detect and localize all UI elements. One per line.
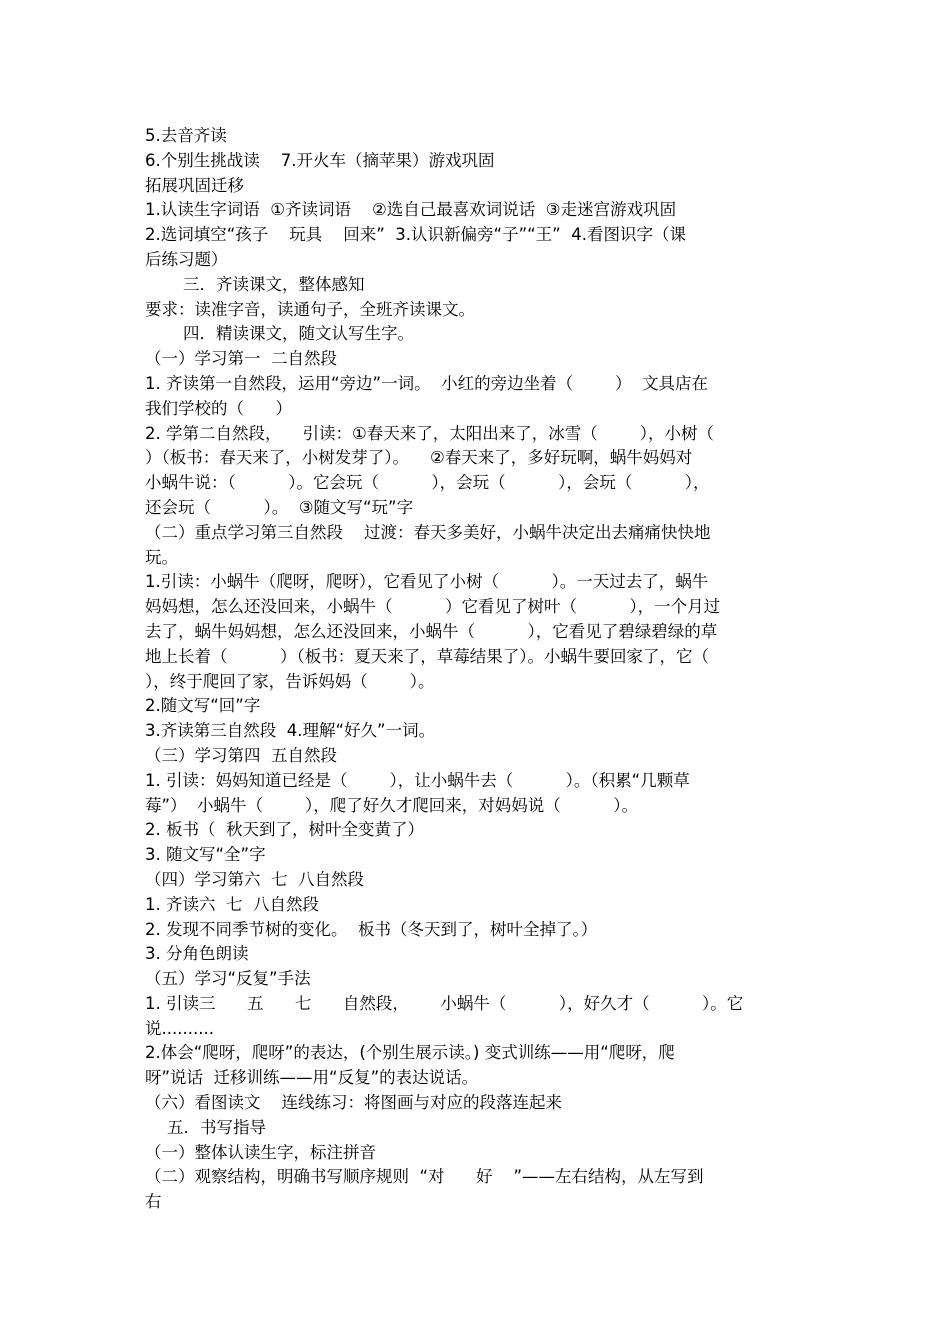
text-line: ），终于爬回了家，告诉妈妈（ ）。 bbox=[145, 671, 435, 691]
text-line: 地上长着（ ）（板书：夏天来了，草莓结果了）。小蜗牛要回家了，它（ bbox=[145, 646, 709, 666]
text-line: 1. 齐读第一自然段，运用“旁边”一词。 小红的旁边坐着（ ） 文具店在 bbox=[145, 373, 709, 393]
text-line: 1. 引读：妈妈知道已经是（ ），让小蜗牛去（ ）。（积累“几颗草 bbox=[145, 770, 690, 790]
text-line: 去了，蜗牛妈妈想，怎么还没回来，小蜗牛（ ），它看见了碧绿碧绿的草 bbox=[145, 621, 718, 641]
text-line: 要求：读准字音，读通句子，全班齐读课文。 bbox=[145, 299, 475, 319]
text-line: 妈妈想，怎么还没回来，小蜗牛（ ）它看见了树叶（ ），一个月过 bbox=[145, 597, 721, 617]
subsection-heading: （四）学习第六 七 八自然段 bbox=[145, 869, 364, 889]
text-line: 1.认读生字词语 ①齐读词语 ②选自己最喜欢词说话 ③走迷宫游戏巩固 bbox=[145, 200, 677, 220]
text-line: 3. 分角色朗读 bbox=[145, 944, 249, 964]
text-line: 2. 发现不同季节树的变化。 板书（冬天到了，树叶全掉了。） bbox=[145, 919, 598, 939]
subsection-heading: （二）观察结构，明确书写顺序规则 “对 好 ”——左右结构，从左写到 bbox=[145, 1167, 704, 1187]
text-line: 1. 引读三 五 七 自然段， 小蜗牛（ ），好久才（ ）。它 bbox=[145, 993, 744, 1013]
text-line: 2. 学第二自然段， 引读：①春天来了，太阳出来了，冰雪（ ），小树（ bbox=[145, 423, 714, 443]
text-line: 5.去音齐读 bbox=[145, 126, 227, 145]
section-heading: 四．精读课文，随文认写生字。 bbox=[183, 324, 414, 344]
text-line: 1. 齐读六 七 八自然段 bbox=[145, 894, 319, 914]
text-line: 呀”说话 迁移训练——用“反复”的表达说话。 bbox=[145, 1068, 479, 1088]
text-line: 3.齐读第三自然段 4.理解“好久”一词。 bbox=[145, 721, 436, 741]
subsection-heading: （六）看图读文 连线练习：将图画与对应的段落连起来 bbox=[145, 1093, 562, 1113]
text-line: 2.随文写“回”字 bbox=[145, 696, 261, 716]
section-heading: 三．齐读课文，整体感知 bbox=[183, 274, 365, 294]
text-line: 我们学校的（ ） bbox=[145, 398, 292, 418]
lesson-plan-text bbox=[145, 124, 807, 1215]
text-line: 1.引读：小蜗牛（爬呀，爬呀），它看见了小树（ ）。一天过去了，蜗牛 bbox=[145, 572, 709, 592]
text-line: 后练习题） bbox=[145, 249, 228, 269]
text-line: 说.......... bbox=[145, 1018, 214, 1038]
section-heading: 五．书写指导 bbox=[167, 1117, 266, 1137]
subsection-heading: （二）重点学习第三自然段 过渡：春天多美好，小蜗牛决定出去痛痛快快地 bbox=[145, 522, 711, 542]
text-line: 2. 板书（ 秋天到了，树叶全变黄了） bbox=[145, 820, 424, 840]
text-line: 还会玩（ ）。 ③随文写“玩”字 bbox=[145, 497, 414, 517]
text-line: ）（板书：春天来了，小树发芽了）。 ②春天来了，多好玩啊，蜗牛妈妈对 bbox=[145, 448, 693, 468]
subsection-heading: （五）学习“反复”手法 bbox=[145, 969, 311, 989]
text-line: 莓”） 小蜗牛（ ），爬了好久才爬回来，对妈妈说（ ）。 bbox=[145, 795, 638, 815]
text-line: 6.个别生挑战读 7.开火车（摘苹果）游戏巩固 bbox=[145, 150, 495, 170]
text-line: 2.体会“爬呀，爬呀”的表达，(个别生展示读。) 变式训练——用“爬呀，爬 bbox=[145, 1043, 675, 1063]
subsection-heading: （一）学习第一 二自然段 bbox=[145, 349, 337, 369]
section-heading: 拓展巩固迁移 bbox=[145, 175, 244, 195]
text-line: 2.选词填空“孩子 玩具 回来” 3.认识新偏旁“子”“王” 4.看图识字（课 bbox=[145, 225, 686, 245]
text-line: 玩。 bbox=[145, 547, 178, 567]
text-line: 3. 随文写“全”字 bbox=[145, 845, 266, 865]
subsection-heading: （一）整体认读生字，标注拼音 bbox=[145, 1142, 376, 1162]
text-line: 右 bbox=[145, 1192, 162, 1212]
subsection-heading: （三）学习第四 五自然段 bbox=[145, 745, 337, 765]
text-line: 小蜗牛说：（ ）。它会玩（ ），会玩（ ），会玩（ ）， bbox=[145, 473, 710, 493]
